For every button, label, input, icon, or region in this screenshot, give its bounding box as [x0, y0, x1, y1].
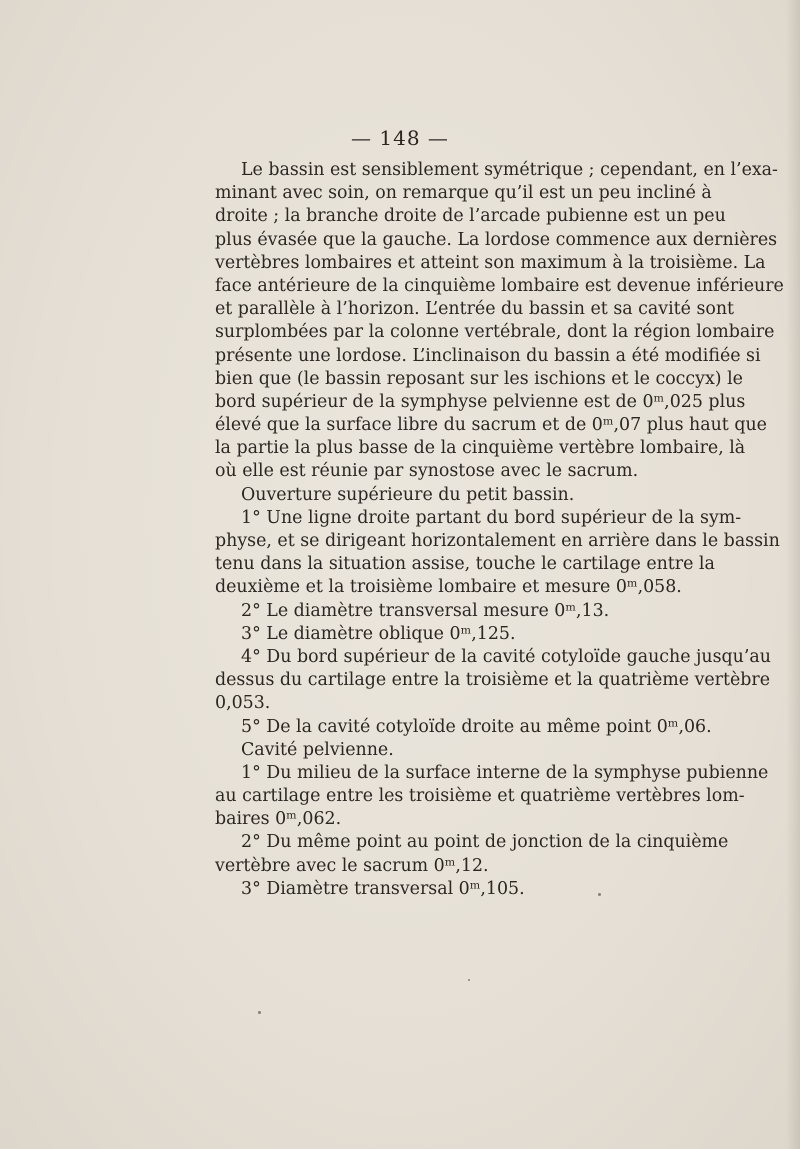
text-line: 3° Le diamètre oblique 0ᵐ,125. [241, 623, 516, 644]
text-line: Le bassin est sensiblement symétrique ; cependant, en l’exa- [241, 160, 778, 180]
text-line: 3° Diamètre transversal 0ᵐ,105. [241, 878, 525, 899]
paper-speck [598, 893, 601, 896]
text-line: 0,053. [215, 693, 271, 714]
text-line: la partie la plus basse de la cinquième vertèbre lombaire, là [215, 438, 746, 459]
text-line: où elle est réunie par synostose avec le sacrum. [215, 461, 639, 482]
text-line: bord supérieur de la symphyse pelvienne est de 0ᵐ,025 plus [215, 391, 746, 412]
text-line: dessus du cartilage entre la troisième et la quatrième vertèbre [215, 670, 771, 691]
page-edge-shadow [786, 0, 800, 1149]
text-line: 1° Du milieu de la surface interne de la symphyse pubienne [241, 762, 769, 783]
text-line: 5° De la cavité cotyloïde droite au même point 0ᵐ,06. [241, 716, 712, 737]
text-line: tenu dans la situation assise, touche le cartilage entre la [215, 554, 715, 575]
text-line: face antérieure de la cinquième lombaire est devenue inférieure [215, 275, 784, 296]
text-line: bien que (le bassin reposant sur les ischions et le coccyx) le [215, 368, 743, 389]
text-line: Cavité pelvienne. [241, 739, 394, 760]
text-line: baires 0ᵐ,062. [215, 809, 342, 830]
text-line: minant avec soin, on remarque qu’il est un peu incliné à [215, 183, 712, 204]
text-line: au cartilage entre les troisième et quatrième vertèbres lom- [215, 786, 745, 807]
text-line: deuxième et la troisième lombaire et mesure 0ᵐ,058. [215, 577, 682, 598]
text-line: 2° Du même point au point de jonction de la cinquième [241, 832, 729, 853]
paper-speck [468, 979, 470, 981]
paper-speck [258, 1011, 261, 1014]
text-line: surplombées par la colonne vertébrale, dont la région lombaire [215, 322, 775, 343]
text-line: 2° Le diamètre transversal mesure 0ᵐ,13. [241, 600, 610, 621]
text-line: vertèbre avec le sacrum 0ᵐ,12. [215, 855, 489, 876]
text-line: élevé que la surface libre du sacrum et de 0ᵐ,07 plus haut que [215, 415, 767, 436]
page-number: — 148 — [351, 126, 449, 150]
text-line: 1° Une ligne droite partant du bord supérieur de la sym- [241, 507, 742, 528]
text-line: et parallèle à l’horizon. L’entrée du bassin et sa cavité sont [215, 299, 735, 320]
text-line: présente une lordose. L’inclinaison du bassin a été modifiée si [215, 345, 761, 366]
text-line: Ouverture supérieure du petit bassin. [241, 484, 575, 505]
text-line: plus évasée que la gauche. La lordose commence aux dernières [215, 229, 778, 250]
text-line: 4° Du bord supérieur de la cavité cotyloïde gauche jusqu’au [241, 646, 771, 667]
text-line: vertèbres lombaires et atteint son maximum à la troisième. La [215, 252, 766, 273]
body-text [215, 159, 784, 901]
text-line: physe, et se dirigeant horizontalement en arrière dans le bassin [215, 531, 780, 551]
text-line: droite ; la branche droite de l’arcade pubienne est un peu [215, 206, 726, 227]
